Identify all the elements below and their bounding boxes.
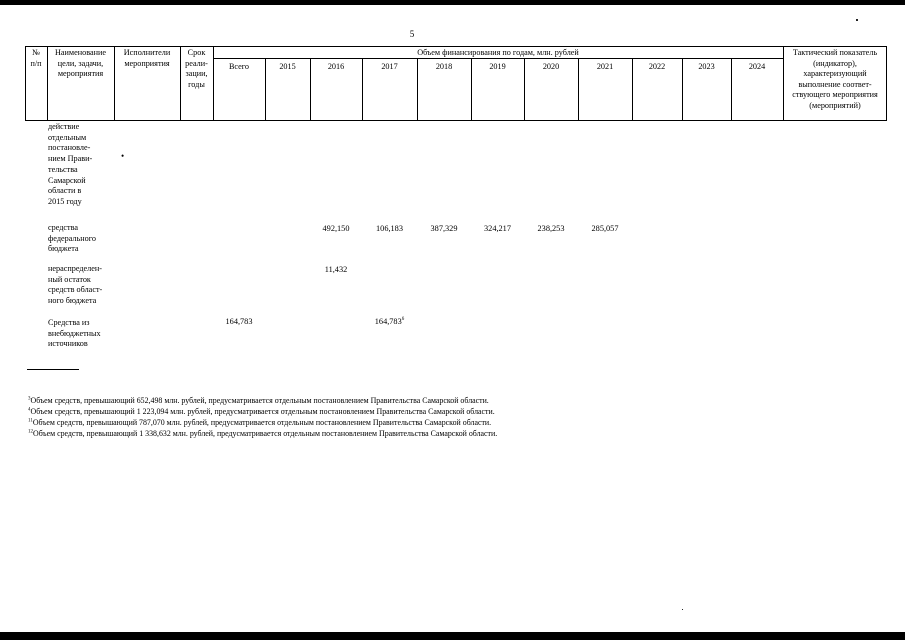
header-year: 2017 bbox=[381, 62, 398, 71]
row-label: нераспределен- ный остаток средств област- ного бюджета bbox=[48, 264, 103, 306]
header-num: № п/п bbox=[30, 48, 42, 68]
value-cell: 324,217 bbox=[484, 224, 511, 233]
header-total: Всего bbox=[228, 62, 250, 71]
row-label: действие отдельным постановле- нием Прави- тельства Самарской области в 2015 году bbox=[48, 122, 93, 206]
header-year: 2023 bbox=[698, 62, 715, 71]
footnote-separator bbox=[27, 369, 79, 370]
footnote bbox=[28, 429, 497, 438]
value-cell: 11,432 bbox=[324, 265, 348, 274]
value-cell: 387,329 bbox=[430, 224, 458, 233]
footnote-text: Объем средств, превышающий 652,498 млн. рублей, предусматривается отдельным постановлением Правительства Самарской области. bbox=[30, 396, 489, 405]
bottom-scan-border bbox=[0, 632, 905, 640]
value-cell: 106,183 bbox=[376, 224, 403, 233]
top-scan-border bbox=[0, 0, 905, 5]
page-number: 5 bbox=[409, 29, 415, 39]
value-text: 164,783 bbox=[374, 317, 402, 326]
header-executors: Исполнители мероприятия bbox=[123, 48, 171, 68]
header-term: Срок реали- зации, годы bbox=[185, 48, 208, 89]
header-year: 2018 bbox=[435, 62, 453, 71]
header-year: 2020 bbox=[542, 62, 560, 71]
value-cell bbox=[362, 317, 417, 326]
value-cell: 285,057 bbox=[591, 224, 619, 233]
scan-speck bbox=[856, 19, 858, 21]
footnote-ref: 6 bbox=[401, 317, 405, 323]
footnote-mark: 11 bbox=[28, 418, 33, 424]
footnote-mark: 4 bbox=[28, 407, 31, 413]
header-name: Наименование цели, задачи, мероприятия bbox=[54, 48, 106, 78]
scan-speck bbox=[682, 609, 683, 610]
header-indicator: Тактический показатель (индикатор), характеризующий выполнение соответ- ствующего мероприятия (мероприятий) bbox=[792, 48, 878, 110]
header-year: 2021 bbox=[596, 62, 614, 71]
footnote bbox=[28, 396, 489, 405]
header-top-line bbox=[25, 46, 887, 47]
header-bottom-line bbox=[25, 120, 887, 121]
value-cell: 164,783 bbox=[225, 317, 253, 326]
header-year: 2022 bbox=[648, 62, 666, 71]
value-cell: 238,253 bbox=[537, 224, 565, 233]
footnote bbox=[28, 418, 491, 427]
header-year: 2016 bbox=[327, 62, 345, 71]
row-label: средства федерального бюджета bbox=[48, 223, 96, 254]
footnote-text: Объем средств, превышающий 1 338,632 млн. рублей, предусматривается отдельным постановлением Правительства Самарской области. bbox=[33, 429, 498, 438]
footnote-mark: 3 bbox=[28, 396, 31, 402]
footnote-text: Объем средств, превышающий 787,070 млн. рублей, предусматривается отдельным постановлением Правительства Самарской области. bbox=[32, 418, 492, 427]
value-cell: 492,150 bbox=[322, 224, 350, 233]
executor-mark: • bbox=[121, 151, 125, 161]
footnote bbox=[28, 407, 495, 416]
header-year: 2024 bbox=[748, 62, 766, 71]
header-year: 2015 bbox=[279, 62, 296, 71]
header-financing: Объем финансирования по годам, млн. рублей bbox=[417, 48, 579, 57]
footnote-mark: 12 bbox=[28, 429, 33, 435]
row-label: Средства из внебюджетных источников bbox=[48, 318, 101, 349]
footnote-text: Объем средств, превышающий 1 223,094 млн. рублей, предусматривается отдельным постановлением Правительства Самарской области. bbox=[30, 407, 495, 416]
header-year: 2019 bbox=[489, 62, 506, 71]
